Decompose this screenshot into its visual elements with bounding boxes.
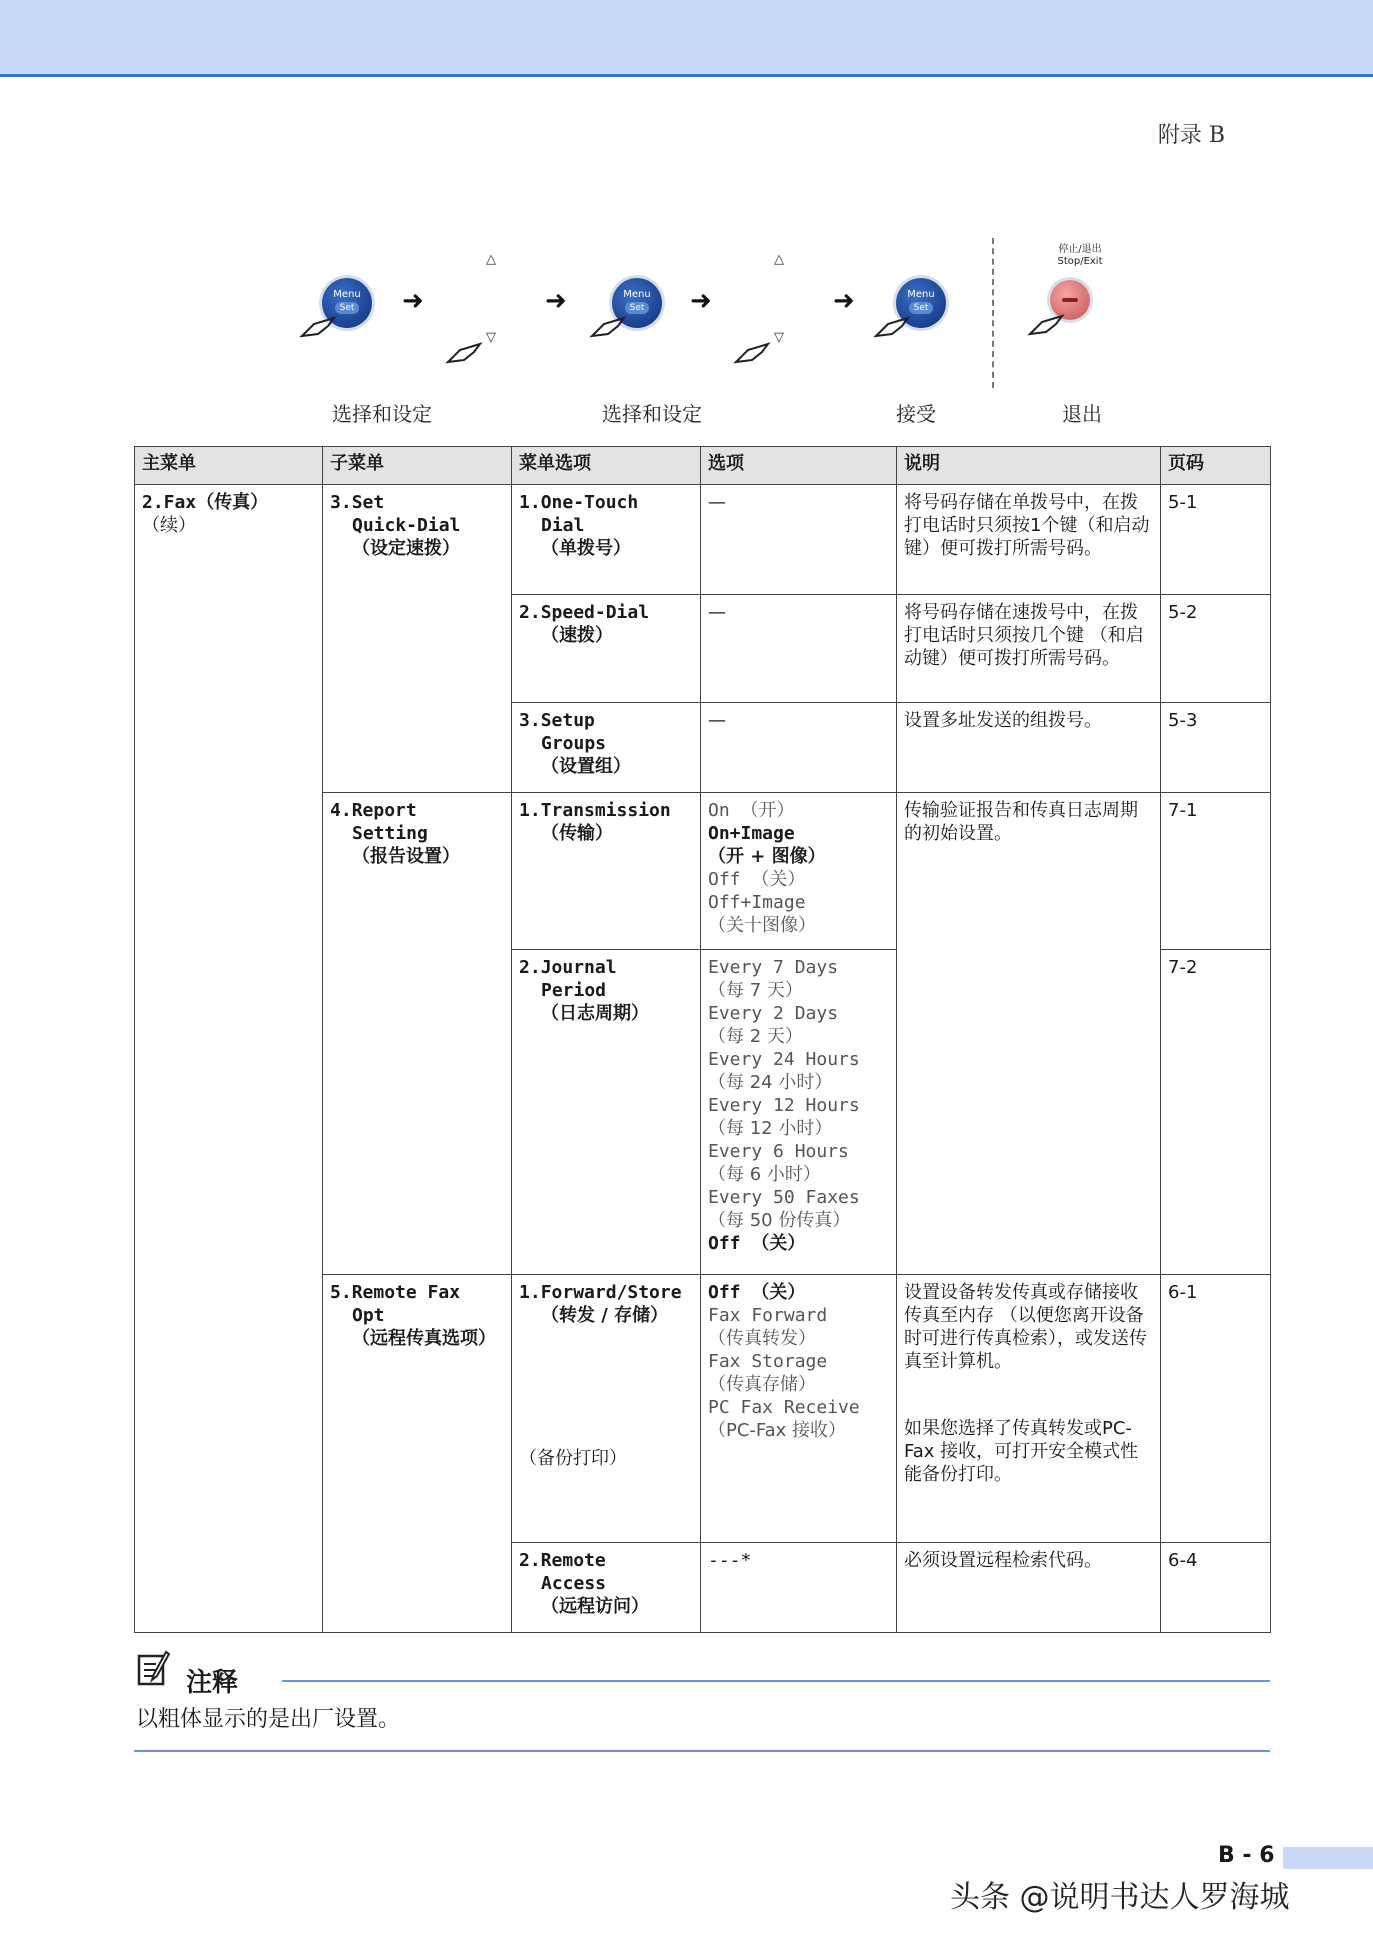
description-cell: 将号码存储在单拨号中，在拨打电话时只须按1个键（和启动键）便可拨打所需号码。 — [897, 485, 1161, 595]
menu-set-button: Menu Set — [896, 278, 946, 328]
note-pencil-icon — [136, 1650, 170, 1686]
arrow-right-icon: ➜ — [402, 286, 424, 316]
menu-option-cell: 1.Transmission （传输） — [512, 793, 701, 950]
key-sequence-diagram — [0, 230, 1373, 430]
page-cell: 6-1 — [1161, 1275, 1271, 1543]
page-number: B - 6 — [1218, 1843, 1275, 1868]
page-tab — [1283, 1847, 1373, 1869]
description-cell: 传输验证报告和传真日志周期的初始设置。 — [897, 793, 1161, 1275]
arrow-right-icon: ➜ — [833, 286, 855, 316]
hand-pointer-icon — [444, 338, 484, 368]
description-cell: 设置多址发送的组拨号。 — [897, 703, 1161, 793]
note-text: 以粗体显示的是出厂设置。 — [136, 1707, 401, 1732]
menu-set-button: Menu Set — [612, 278, 662, 328]
header-main-menu: 主菜单 — [135, 447, 323, 485]
header-description: 说明 — [897, 447, 1161, 485]
options-cell: — — [701, 485, 897, 595]
main-menu-cell: 2.Fax（传真） （续） — [135, 485, 323, 1633]
menu-option-cell: 2.Remote Access （远程访问） — [512, 1543, 701, 1633]
menu-option-cell: 2.Journal Period （日志周期） — [512, 950, 701, 1275]
header-sub-menu: 子菜单 — [323, 447, 512, 485]
hand-pointer-icon — [1026, 310, 1066, 340]
page-cell: 7-2 — [1161, 950, 1271, 1275]
page-cell: 6-4 — [1161, 1543, 1271, 1633]
menu-option-cell: 1.One-Touch Dial （单拨号） — [512, 485, 701, 595]
page-cell: 7-1 — [1161, 793, 1271, 950]
menu-option-cell: 1.Forward/Store （转发 / 存储） （备份打印） — [512, 1275, 701, 1543]
hand-pointer-icon — [732, 338, 772, 368]
options-cell: On （开） On+Image （开 + 图像） Off （关） Off+Image （关十图像） — [701, 793, 897, 950]
note-bottom-divider — [134, 1750, 1270, 1752]
header-page: 页码 — [1161, 447, 1271, 485]
header-options: 选项 — [701, 447, 897, 485]
arrow-right-icon: ➜ — [545, 286, 567, 316]
arrow-right-icon: ➜ — [690, 286, 712, 316]
options-cell: — — [701, 595, 897, 703]
options-cell: Off （关） Fax Forward （传真转发） Fax Storage （传真存储） PC Fax Receive （PC-Fax 接收） — [701, 1275, 897, 1543]
menu-table — [134, 446, 1271, 1633]
page-cell: 5-2 — [1161, 595, 1271, 703]
header-menu-option: 菜单选项 — [512, 447, 701, 485]
sub-menu-cell: 4.Report Setting （报告设置） — [323, 793, 512, 1275]
divider-dashed — [992, 238, 994, 388]
appendix-label: 附录 B — [1157, 123, 1225, 148]
step-label-select: 选择和设定 — [332, 402, 432, 426]
options-cell: Every 7 Days （每 7 天） Every 2 Days （每 2 天） Every 24 Hours （每 24 小时） Every 12 Hours （每 12 小时） Every 6 Hours （每 6 小时） Every 50 Faxes （每 50 份传真） Off （关） — [701, 950, 897, 1275]
step-label-exit: 退出 — [1062, 402, 1102, 426]
note-title: 注释 — [186, 1668, 239, 1698]
page-cell: 5-1 — [1161, 485, 1271, 595]
menu-option-cell: 3.Setup Groups （设置组） — [512, 703, 701, 793]
menu-set-button: Menu Set — [322, 278, 372, 328]
page-cell: 5-3 — [1161, 703, 1271, 793]
description-cell: 将号码存储在速拨号中，在拨打电话时只须按几个键 （和启动键）便可拨打所需号码。 — [897, 595, 1161, 703]
sub-menu-cell: 5.Remote Fax Opt （远程传真选项） — [323, 1275, 512, 1633]
step-label-accept: 接受 — [896, 402, 936, 426]
hand-pointer-icon — [588, 312, 628, 342]
step-label-select: 选择和设定 — [602, 402, 702, 426]
hand-pointer-icon — [298, 312, 338, 342]
table-row — [135, 485, 1271, 595]
description-cell: 必须设置远程检索代码。 — [897, 1543, 1161, 1633]
stop-exit-label: 停止/退出 Stop/Exit — [1057, 244, 1103, 267]
hand-pointer-icon — [872, 312, 912, 342]
sub-menu-cell: 3.Set Quick-Dial （设定速拨） — [323, 485, 512, 793]
up-triangle-icon: △ — [486, 252, 496, 267]
up-triangle-icon: △ — [774, 252, 784, 267]
table-header-row — [135, 447, 1271, 485]
top-banner — [0, 0, 1373, 77]
options-cell: ---* — [701, 1543, 897, 1633]
note-divider — [282, 1680, 1270, 1682]
options-cell: — — [701, 703, 897, 793]
description-cell: 设置设备转发传真或存储接收传真至内存 （以便您离开设备时可进行传真检索），或发送传真至计算机。 如果您选择了传真转发或PC-Fax 接收，可打开安全模式性能备份打印。 — [897, 1275, 1161, 1543]
down-triangle-icon: ▽ — [774, 330, 784, 345]
watermark-text: 头条 @说明书达人罗海城 — [950, 1880, 1290, 1915]
menu-option-cell: 2.Speed-Dial （速拨） — [512, 595, 701, 703]
down-triangle-icon: ▽ — [486, 330, 496, 345]
